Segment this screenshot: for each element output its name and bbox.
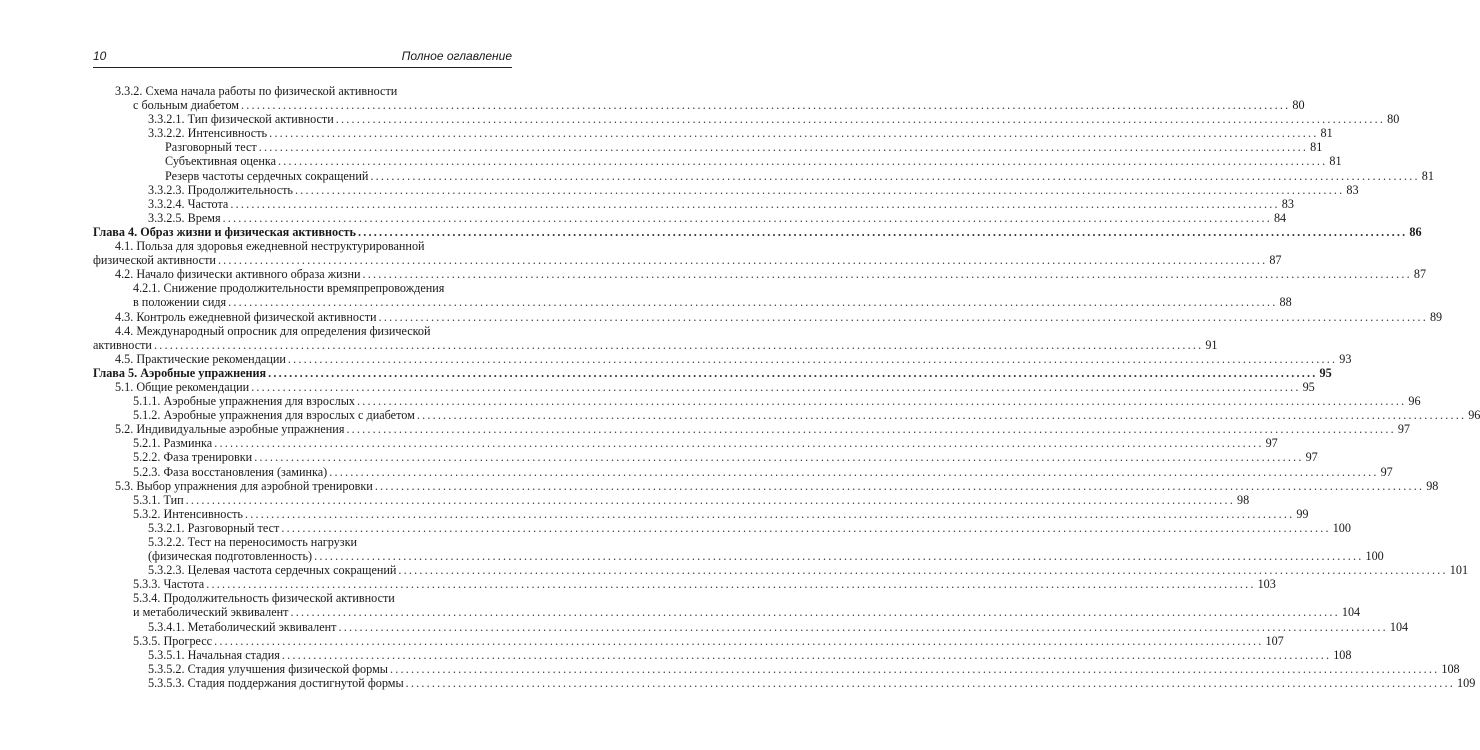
toc-leader-dots: ........................................................................................................................................................................................................ — [290, 605, 1340, 620]
toc-page-number: 100 — [1365, 549, 1384, 564]
toc-leader-dots: ........................................................................................................................................................................................................ — [244, 506, 1295, 521]
toc-entry-title: 4.3. Контроль ежедневной физической активности — [115, 309, 377, 324]
table-of-contents — [93, 84, 1480, 690]
running-title: Полное оглавление — [401, 49, 512, 63]
toc-entry-title: 5.3.5.1. Начальная стадия — [148, 647, 280, 662]
toc-entry-title: 5.3.4.1. Метаболический эквивалент — [148, 619, 337, 634]
toc-entry[interactable] — [93, 295, 1292, 310]
toc-entry[interactable] — [93, 577, 1276, 592]
toc-entry[interactable] — [93, 126, 1333, 141]
toc-entry[interactable] — [93, 253, 1282, 268]
toc-page-number: 104 — [1389, 619, 1409, 634]
toc-entry[interactable] — [93, 112, 1400, 127]
toc-entry[interactable] — [93, 436, 1278, 451]
toc-entry-title: Разговорный тест — [165, 140, 257, 155]
toc-leader-dots: ........................................................................................................................................................................................................ — [370, 168, 1420, 183]
toc-page-number: 87 — [1413, 267, 1427, 282]
toc-leader-dots: ........................................................................................................................................................................................................ — [295, 182, 1345, 197]
toc-entry[interactable] — [93, 506, 1309, 521]
toc-page-number: 103 — [1257, 577, 1276, 592]
toc-entry[interactable] — [93, 549, 1384, 564]
toc-entry-title: 5.3.5. Прогресс — [133, 633, 213, 648]
toc-entry-line[interactable] — [93, 324, 513, 338]
toc-page-number: 81 — [1320, 126, 1333, 141]
toc-entry-title: 5.1.2. Аэробные упражнения для взрослых с диабетом — [133, 408, 415, 423]
toc-entry-title: Субъективная оценка — [165, 154, 277, 169]
toc-entry[interactable] — [93, 408, 1480, 423]
toc-leader-dots: ........................................................................................................................................................................................................ — [405, 675, 1456, 690]
toc-page-number: 81 — [1329, 154, 1342, 169]
toc-entry-title: 5.3.5.3. Стадия поддержания достигнутой формы — [148, 675, 404, 690]
toc-leader-dots: ........................................................................................................................................................................................................ — [268, 365, 1318, 380]
toc-entry-line[interactable] — [93, 239, 513, 253]
toc-page-number: 81 — [1310, 140, 1323, 155]
toc-leader-dots: ........................................................................................................................................................................................................ — [258, 140, 1309, 155]
toc-entry-title: 5.1. Общие рекомендации — [115, 379, 250, 394]
toc-page-number: 100 — [1332, 520, 1351, 535]
toc-entry[interactable] — [93, 154, 1342, 169]
page-header — [93, 47, 512, 68]
toc-entry[interactable] — [93, 140, 1323, 155]
toc-leader-dots: ........................................................................................................................................................................................................ — [254, 450, 1304, 465]
toc-page-number: 88 — [1279, 295, 1292, 310]
toc-entry[interactable] — [93, 309, 1443, 324]
toc-entry[interactable] — [93, 492, 1250, 507]
toc-page-number: 108 — [1333, 647, 1352, 662]
toc-entry-title: 4.1. Польза для здоровья ежедневной неструктурированной — [115, 239, 425, 254]
toc-page-number: 95 — [1319, 365, 1332, 380]
toc-leader-dots: ........................................................................................................................................................................................................ — [214, 436, 1264, 451]
toc-entry-title: 5.3.3. Частота — [133, 577, 205, 592]
toc-page-number: 97 — [1265, 436, 1278, 451]
toc-leader-dots: ........................................................................................................................................................................................................ — [228, 295, 1278, 310]
toc-entry[interactable] — [93, 619, 1409, 634]
toc-entry-title: 3.3.2.2. Интенсивность — [148, 126, 268, 141]
toc-page-number: 80 — [1292, 98, 1305, 113]
toc-leader-dots: ........................................................................................................................................................................................................ — [389, 661, 1440, 676]
toc-leader-dots: ........................................................................................................................................................................................................ — [314, 549, 1364, 564]
toc-leader-dots: ........................................................................................................................................................................................................ — [251, 379, 1301, 394]
toc-entry[interactable] — [93, 647, 1352, 662]
toc-entry[interactable] — [93, 98, 1305, 113]
toc-entry[interactable] — [93, 520, 1351, 535]
toc-entry-title: 5.3.5.2. Стадия улучшения физической формы — [148, 661, 388, 676]
toc-entry[interactable] — [93, 675, 1476, 690]
toc-leader-dots: ........................................................................................................................................................................................................ — [287, 351, 1338, 366]
toc-entry-title: (физическая подготовленность) — [148, 549, 313, 564]
toc-entry-title: в положении сидя — [133, 295, 227, 310]
toc-leader-dots: ........................................................................................................................................................................................................ — [281, 520, 1331, 535]
toc-entry[interactable] — [93, 633, 1284, 648]
toc-leader-dots: ........................................................................................................................................................................................................ — [416, 408, 1467, 423]
toc-entry-title: 5.3.2.2. Тест на переносимость нагрузки — [148, 535, 358, 549]
toc-entry[interactable] — [93, 661, 1460, 676]
toc-leader-dots: ........................................................................................................................................................................................................ — [185, 492, 1236, 507]
toc-entry-title: 4.4. Международный опросник для определения физической — [115, 323, 431, 338]
toc-page-number: 99 — [1296, 506, 1309, 521]
toc-page-number: 107 — [1265, 633, 1284, 648]
toc-page-number: 96 — [1468, 408, 1480, 423]
toc-entry-title: 3.3.2.1. Тип физической активности — [148, 112, 334, 127]
toc-page-number: 93 — [1339, 351, 1352, 366]
toc-leader-dots: ........................................................................................................................................................................................................ — [278, 154, 1328, 169]
toc-leader-dots: ........................................................................................................................................................................................................ — [214, 633, 1264, 648]
toc-entry-title: активности — [93, 337, 152, 352]
toc-entry-title: физической активности — [93, 253, 216, 268]
toc-leader-dots: ........................................................................................................................................................................................................ — [222, 210, 1272, 225]
toc-page-number: 81 — [1421, 168, 1434, 183]
toc-entry-title: 5.3.2.3. Целевая частота сердечных сокращений — [148, 563, 397, 578]
toc-entry[interactable] — [93, 605, 1361, 620]
toc-entry-title: 3.3.2.3. Продолжительность — [148, 182, 293, 197]
toc-page-number: 80 — [1387, 112, 1400, 127]
toc-page-number: 86 — [1409, 224, 1422, 239]
toc-leader-dots: ........................................................................................................................................................................................................ — [362, 267, 1412, 282]
toc-page-number: 83 — [1281, 196, 1294, 211]
toc-page-number: 87 — [1269, 253, 1282, 268]
toc-entry-line[interactable] — [93, 281, 513, 295]
toc-entry-title: 3.3.2.4. Частота — [148, 196, 229, 211]
toc-entry[interactable] — [93, 464, 1393, 479]
page-number: 10 — [93, 49, 107, 63]
toc-leader-dots: ........................................................................................................................................................................................................ — [241, 98, 1291, 113]
toc-entry[interactable] — [93, 379, 1315, 394]
toc-entry[interactable] — [93, 267, 1427, 282]
toc-leader-dots: ........................................................................................................................................................................................................ — [346, 422, 1396, 437]
toc-entry-title: 5.2. Индивидуальные аэробные упражнения — [115, 422, 345, 437]
toc-entry-title: Глава 4. Образ жизни и физическая активность — [93, 224, 356, 239]
toc-page-number: 97 — [1380, 464, 1393, 479]
toc-page-number: 91 — [1205, 337, 1218, 352]
toc-leader-dots: ........................................................................................................................................................................................................ — [335, 112, 1386, 127]
toc-entry[interactable] — [93, 196, 1294, 211]
toc-entry-title: 5.3. Выбор упражнения для аэробной тренировки — [115, 478, 373, 493]
toc-page-number: 83 — [1346, 182, 1359, 197]
toc-entry-title: Резерв частоты сердечных сокращений — [165, 168, 369, 183]
toc-entry[interactable] — [93, 224, 1422, 239]
toc-page-number: 97 — [1397, 422, 1410, 437]
toc-page-number: 96 — [1408, 394, 1421, 409]
toc-entry[interactable] — [93, 450, 1318, 465]
toc-entry-title: 5.3.2. Интенсивность — [133, 506, 243, 521]
toc-entry[interactable] — [93, 563, 1469, 578]
toc-entry-line[interactable] — [93, 535, 513, 549]
toc-entry[interactable] — [93, 478, 1439, 493]
toc-entry-title: Глава 5. Аэробные упражнения — [93, 365, 267, 380]
toc-entry-title: и метаболический эквивалент — [133, 605, 289, 620]
toc-leader-dots: ........................................................................................................................................................................................................ — [357, 224, 1408, 239]
toc-leader-dots: ........................................................................................................................................................................................................ — [374, 478, 1425, 493]
toc-leader-dots: ........................................................................................................................................................................................................ — [153, 337, 1204, 352]
toc-leader-dots: ........................................................................................................................................................................................................ — [269, 126, 1319, 141]
toc-entry[interactable] — [93, 365, 1332, 380]
toc-leader-dots: ........................................................................................................................................................................................................ — [329, 464, 1379, 479]
toc-page-number: 98 — [1237, 492, 1250, 507]
toc-entry[interactable] — [93, 182, 1359, 197]
toc-entry-line[interactable] — [93, 591, 513, 605]
toc-entry-title: 5.2.3. Фаза восстановления (заминка) — [133, 464, 328, 479]
toc-entry-title: 4.5. Практические рекомендации — [115, 351, 286, 366]
toc-leader-dots: ........................................................................................................................................................................................................ — [206, 577, 1256, 592]
toc-entry[interactable] — [93, 168, 1434, 183]
toc-page-number: 109 — [1457, 675, 1476, 690]
toc-page-number: 89 — [1429, 309, 1443, 324]
toc-entry-title: 5.3.2.1. Разговорный тест — [148, 520, 280, 535]
toc-entry[interactable] — [93, 337, 1218, 352]
toc-entry-title: с больным диабетом — [133, 98, 240, 113]
toc-entry-line[interactable] — [93, 84, 513, 98]
toc-leader-dots: ........................................................................................................................................................................................................ — [217, 253, 1268, 268]
toc-page-number: 104 — [1341, 605, 1361, 620]
toc-page-number: 95 — [1302, 379, 1315, 394]
toc-entry[interactable] — [93, 394, 1421, 409]
toc-leader-dots: ........................................................................................................................................................................................................ — [338, 619, 1388, 634]
toc-entry-title: 3.3.2. Схема начала работы по физической активности — [115, 84, 398, 98]
toc-entry-title: 5.1.1. Аэробные упражнения для взрослых — [133, 394, 355, 409]
toc-leader-dots: ........................................................................................................................................................................................................ — [230, 196, 1280, 211]
toc-leader-dots: ........................................................................................................................................................................................................ — [281, 647, 1332, 662]
toc-entry-title: 4.2.1. Снижение продолжительности времяпрепровождения — [133, 281, 445, 296]
toc-entry[interactable] — [93, 351, 1352, 366]
toc-page-number: 108 — [1441, 661, 1460, 676]
toc-entry-title: 3.3.2.5. Время — [148, 210, 221, 225]
toc-page-number: 84 — [1273, 210, 1287, 225]
toc-leader-dots: ........................................................................................................................................................................................................ — [357, 394, 1407, 409]
toc-page-number: 97 — [1305, 450, 1318, 465]
toc-leader-dots: ........................................................................................................................................................................................................ — [378, 309, 1428, 324]
toc-entry-title: 5.3.1. Тип — [133, 492, 184, 507]
toc-entry-title: 5.2.1. Разминка — [133, 436, 213, 451]
toc-leader-dots: ........................................................................................................................................................................................................ — [398, 563, 1448, 578]
toc-entry[interactable] — [93, 210, 1287, 225]
toc-entry-title: 5.2.2. Фаза тренировки — [133, 450, 253, 465]
toc-page-number: 101 — [1449, 563, 1469, 578]
toc-entry[interactable] — [93, 422, 1410, 437]
toc-entry-title: 5.3.4. Продолжительность физической активности — [133, 591, 395, 606]
toc-entry-title: 4.2. Начало физически активного образа жизни — [115, 267, 361, 282]
toc-page-number: 98 — [1426, 478, 1439, 493]
